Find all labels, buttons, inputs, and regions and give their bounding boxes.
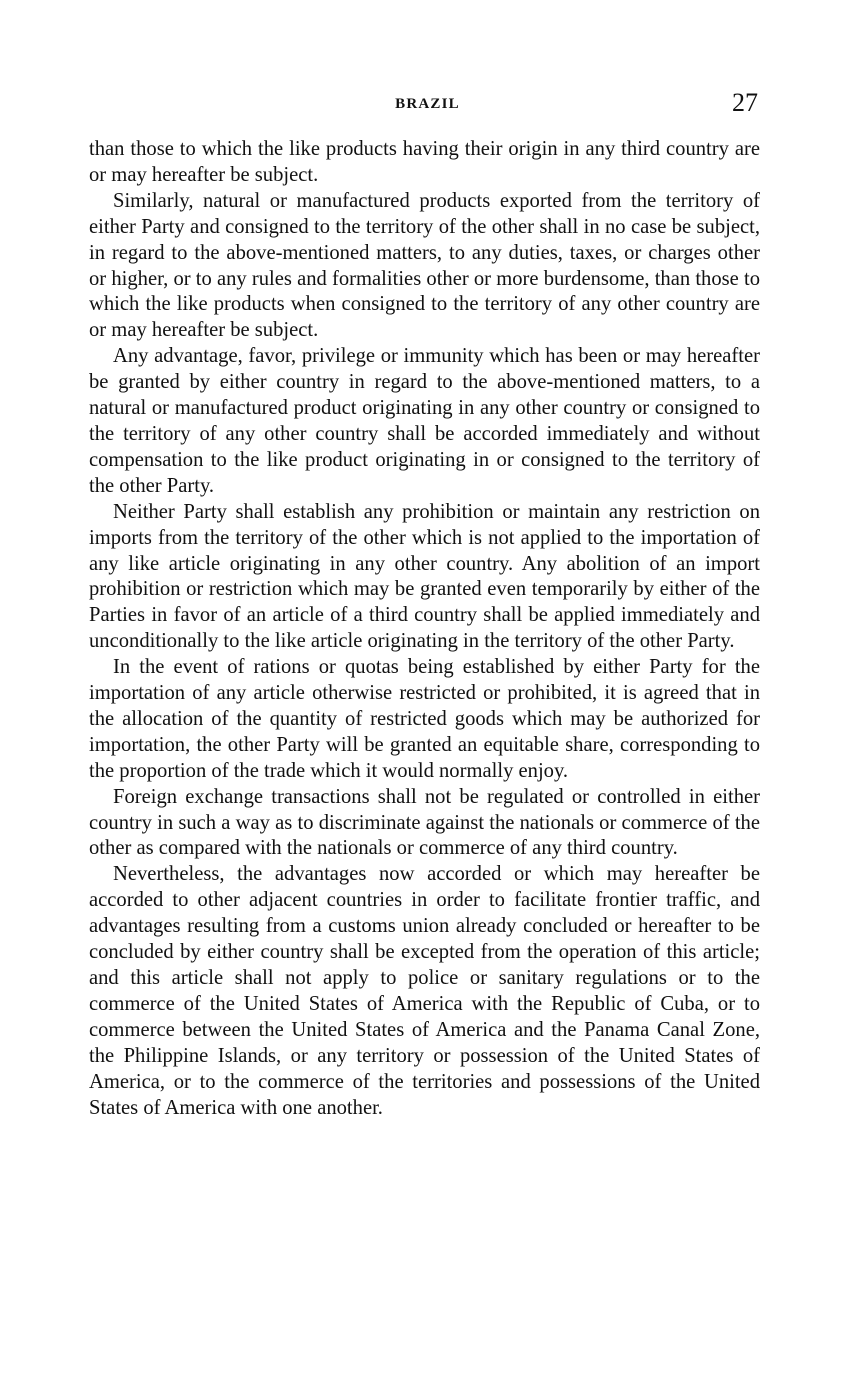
page-number: 27: [732, 88, 758, 117]
body-text: [89, 137, 760, 1121]
paragraph-advantage: Any advantage, favor, privilege or immunity which has been or may hereafter be granted by either country in regard to the above-mentioned matters, to a natural or manufactured product originating in any other country or consigned to the territory of any other country shall be accorded immediately and without compensation to the like product originating in or consigned to the territory of the other Party.: [89, 345, 760, 497]
paragraph-exports: Similarly, natural or manufactured products exported from the territory of either Party and consigned to the territory of the other shall in no case be subject, in regard to the above-mentioned matters, to any duties, taxes, or charges other or higher, or to any rules and formalities other or more burdensome, than those to which the like products when consigned to the territory of any other country are or may hereafter be subject.: [89, 189, 760, 342]
paragraph-prohibition: Neither Party shall establish any prohibition or maintain any restriction on imports from the territory of the other which is not applied to the importation of any like article originating in any other country. Any abolition of an import prohibition or restriction which may be granted even temporarily by either of the Parties in favor of an article of a third country shall be applied immediately and unconditionally to the like article originating in the territory of the other Party.: [89, 500, 760, 653]
running-title: BRAZIL: [395, 96, 460, 112]
paragraph-continued: than those to which the like products having their origin in any third country are or may hereafter be subject.: [89, 138, 760, 186]
paragraph-exceptions: Nevertheless, the advantages now accorded or which may hereafter be accorded to other adjacent countries in order to facilitate frontier traffic, and advantages resulting from a customs union already concluded or hereafter to be concluded by either country shall be excepted from the operation of this article; and this article shall not apply to police or sanitary regulations or to the commerce of the United States of America with the Republic of Cuba, or to commerce between the United States of America and the Panama Canal Zone, the Philippine Islands, or any territory or possession of the United States of America, or to the commerce of the territories and possessions of the United States of America with one another.: [89, 863, 760, 1119]
paragraph-foreign-exchange: Foreign exchange transactions shall not be regulated or controlled in either country in such a way as to discriminate against the nationals or commerce of the other as compared with the nationals or commerce of any third country.: [89, 785, 760, 860]
paragraph-quotas: In the event of rations or quotas being established by either Party for the importation of any article otherwise restricted or prohibited, it is agreed that in the allocation of the quantity of restricted goods which may be authorized for importation, the other Party will be granted an equitable share, corresponding to the proportion of the trade which it would normally enjoy.: [89, 656, 760, 782]
running-head: [0, 88, 855, 122]
